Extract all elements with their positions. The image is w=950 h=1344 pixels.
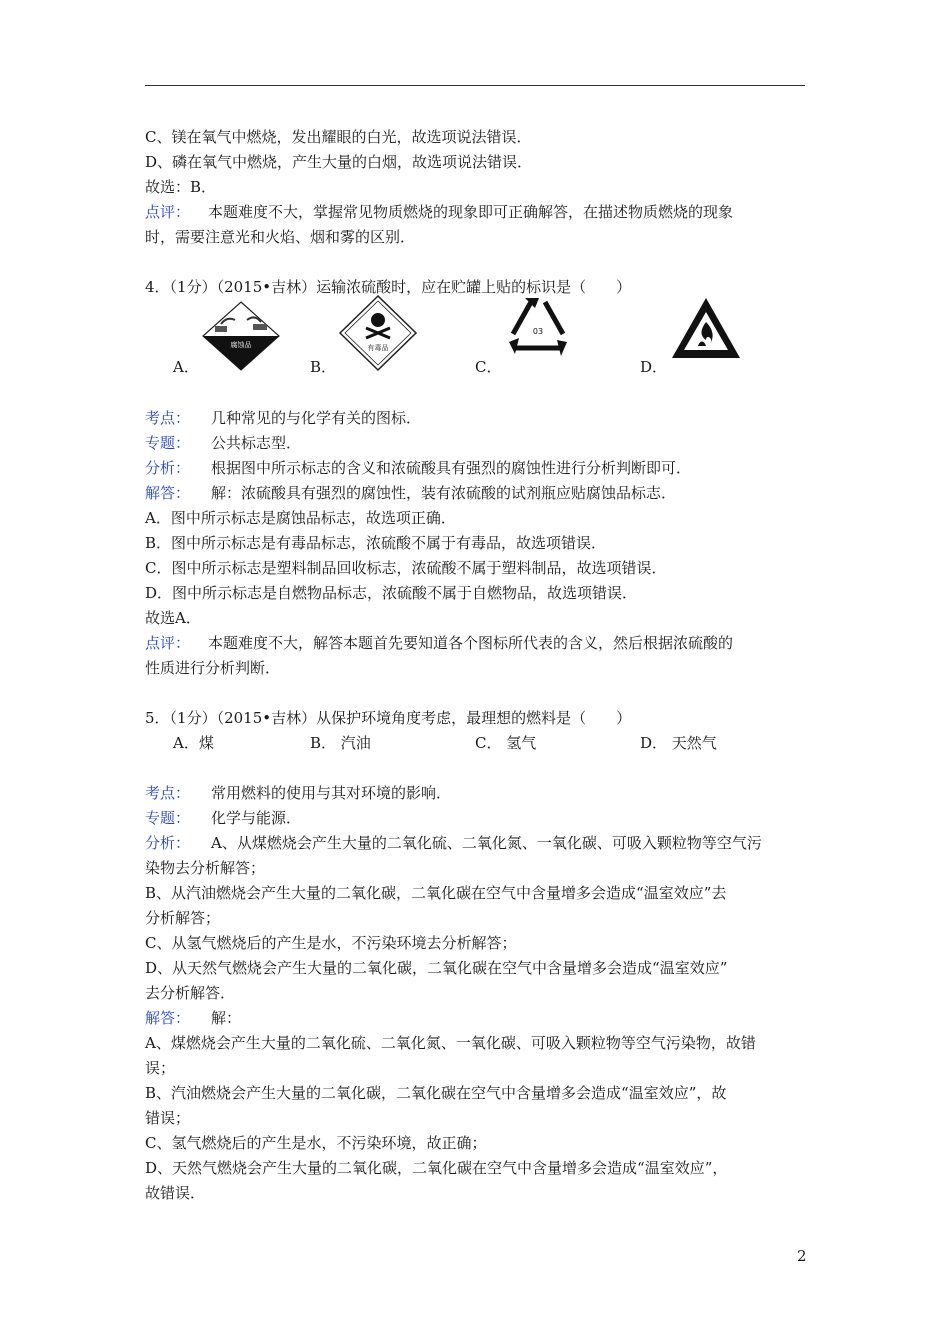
q4-answer-a: A．图中所示标志是腐蚀品标志，故选项正确． [145, 509, 456, 527]
fenxi-text: A、从煤燃烧会产生大量的二氧化硫、二氧化氮、一氧化碳、可吸入颗粒物等空气污 [211, 834, 762, 852]
q5-options [145, 731, 810, 756]
q4-final: 故选A． [145, 609, 201, 627]
q5-answer-d2: 故错误． [145, 1184, 206, 1202]
q5-jieda [145, 1006, 810, 1031]
jieda-text: 解： [211, 1009, 242, 1027]
q5-answer-b2: 错误； [145, 1109, 191, 1127]
flammable-sign-icon [670, 296, 742, 362]
sign-text: 03 [532, 327, 544, 336]
q4-options [145, 306, 810, 386]
option-letter: D． [640, 358, 668, 376]
q3-line-c: C、镁在氧气中燃烧，发出耀眼的白光，故选项说法错误． [145, 128, 532, 146]
q5-fenxi-b1: B、从汽油燃烧会产生大量的二氧化碳，二氧化碳在空气中含量增多会造成“温室效应”去 [145, 884, 727, 902]
q4-fenxi [145, 456, 810, 481]
comment-label: 点评： [145, 203, 191, 221]
q5-answer-c: C、氢气燃烧后的产生是水，不污染环境，故正确； [145, 1134, 487, 1152]
q4-answer-c: C．图中所示标志是塑料制品回收标志，浓硫酸不属于塑料制品，故选项错误． [145, 559, 667, 577]
kaodian-text: 几种常见的与化学有关的图标． [211, 409, 422, 427]
option-letter: B． [310, 358, 337, 376]
recycling-sign-icon [505, 294, 571, 364]
q4-comment [145, 631, 810, 656]
q4-answer-b: B．图中所示标志是有毒品标志，浓硫酸不属于有毒品，故选项错误． [145, 534, 607, 552]
q5-option-c: C． 氢气 [475, 734, 537, 752]
comment-text: 本题难度不大，解答本题首先要知道各个图标所代表的含义，然后根据浓硫酸的 [208, 634, 734, 652]
fenxi-label: 分析： [145, 459, 191, 477]
q4-answer-d: D．图中所示标志是自燃物品标志，浓硫酸不属于自燃物品，故选项错误． [145, 584, 638, 602]
page-number: 2 [797, 1247, 807, 1265]
jieda-label: 解答： [145, 484, 191, 502]
q3-answer: 故选：B． [145, 178, 217, 196]
q5-zhuanti [145, 806, 810, 831]
q4-kaodian [145, 406, 810, 431]
q3-comment [145, 200, 810, 225]
q5-fenxi-cont: 染物去分析解答； [145, 859, 266, 877]
q5-stem: 5．（1分）（2015•吉林）从保护环境角度考虑，最理想的燃料是（ ） [145, 709, 632, 727]
q5-answer-a1: A、煤燃烧会产生大量的二氧化硫、二氧化氮、一氧化碳、可吸入颗粒物等空气污染物，故错 [145, 1034, 756, 1052]
q5-answer-a2: 误； [145, 1059, 176, 1077]
sign-text: 腐蚀品 [230, 341, 252, 349]
q4-jieda [145, 481, 810, 506]
zhuanti-label: 专题： [145, 809, 191, 827]
q5-option-a: A．煤 [173, 734, 214, 752]
q4-zhuanti [145, 431, 810, 456]
q5-fenxi-d1: D、从天然气燃烧会产生大量的二氧化碳，二氧化碳在空气中含量增多会造成“温室效应” [145, 959, 728, 977]
q5-fenxi-d2: 去分析解答． [145, 984, 236, 1002]
jieda-text: 解：浓硫酸具有强烈的腐蚀性，装有浓硫酸的试剂瓶应贴腐蚀品标志． [211, 484, 677, 502]
q5-fenxi-b2: 分析解答； [145, 909, 221, 927]
comment-label: 点评： [145, 634, 191, 652]
zhuanti-text: 公共标志型． [211, 434, 302, 452]
q5-option-b: B． 汽油 [310, 734, 371, 752]
q5-fenxi-c: C、从氢气燃烧后的产生是水，不污染环境去分析解答； [145, 934, 517, 952]
q5-answer-b1: B、汽油燃烧会产生大量的二氧化碳，二氧化碳在空气中含量增多会造成“温室效应”，故 [145, 1084, 727, 1102]
q5-kaodian [145, 781, 810, 806]
option-letter: C． [475, 358, 502, 376]
jieda-label: 解答： [145, 1009, 191, 1027]
q3-comment-cont: 时，需要注意光和火焰、烟和雾的区别． [145, 228, 416, 246]
kaodian-text: 常用燃料的使用与其对环境的影响． [211, 784, 452, 802]
fenxi-text: 根据图中所示标志的含义和浓硫酸具有强烈的腐蚀性进行分析判断即可． [211, 459, 692, 477]
option-letter: A． [173, 358, 199, 376]
q5-fenxi [145, 831, 810, 856]
comment-text: 本题难度不大，掌握常见物质燃烧的现象即可正确解答，在描述物质燃烧的现象 [208, 203, 734, 221]
kaodian-label: 考点： [145, 784, 191, 802]
q4-comment-cont: 性质进行分析判断． [145, 659, 281, 677]
fenxi-label: 分析： [145, 834, 191, 852]
header-rule [145, 85, 805, 86]
corrosive-sign-icon [201, 300, 281, 372]
zhuanti-text: 化学与能源． [211, 809, 302, 827]
zhuanti-label: 专题： [145, 434, 191, 452]
toxic-sign-icon [338, 294, 418, 372]
document-body [145, 125, 810, 1206]
q3-line-d: D、磷在氧气中燃烧，产生大量的白烟，故选项说法错误． [145, 153, 533, 171]
q4-stem: 4．（1分）（2015•吉林）运输浓硫酸时，应在贮罐上贴的标识是（ ） [145, 278, 632, 296]
q5-option-d: D． 天然气 [640, 734, 717, 752]
sign-text: 有毒品 [367, 344, 389, 352]
kaodian-label: 考点： [145, 409, 191, 427]
q5-answer-d1: D、天然气燃烧会产生大量的二氧化碳，二氧化碳在空气中含量增多会造成“温室效应”， [145, 1159, 728, 1177]
